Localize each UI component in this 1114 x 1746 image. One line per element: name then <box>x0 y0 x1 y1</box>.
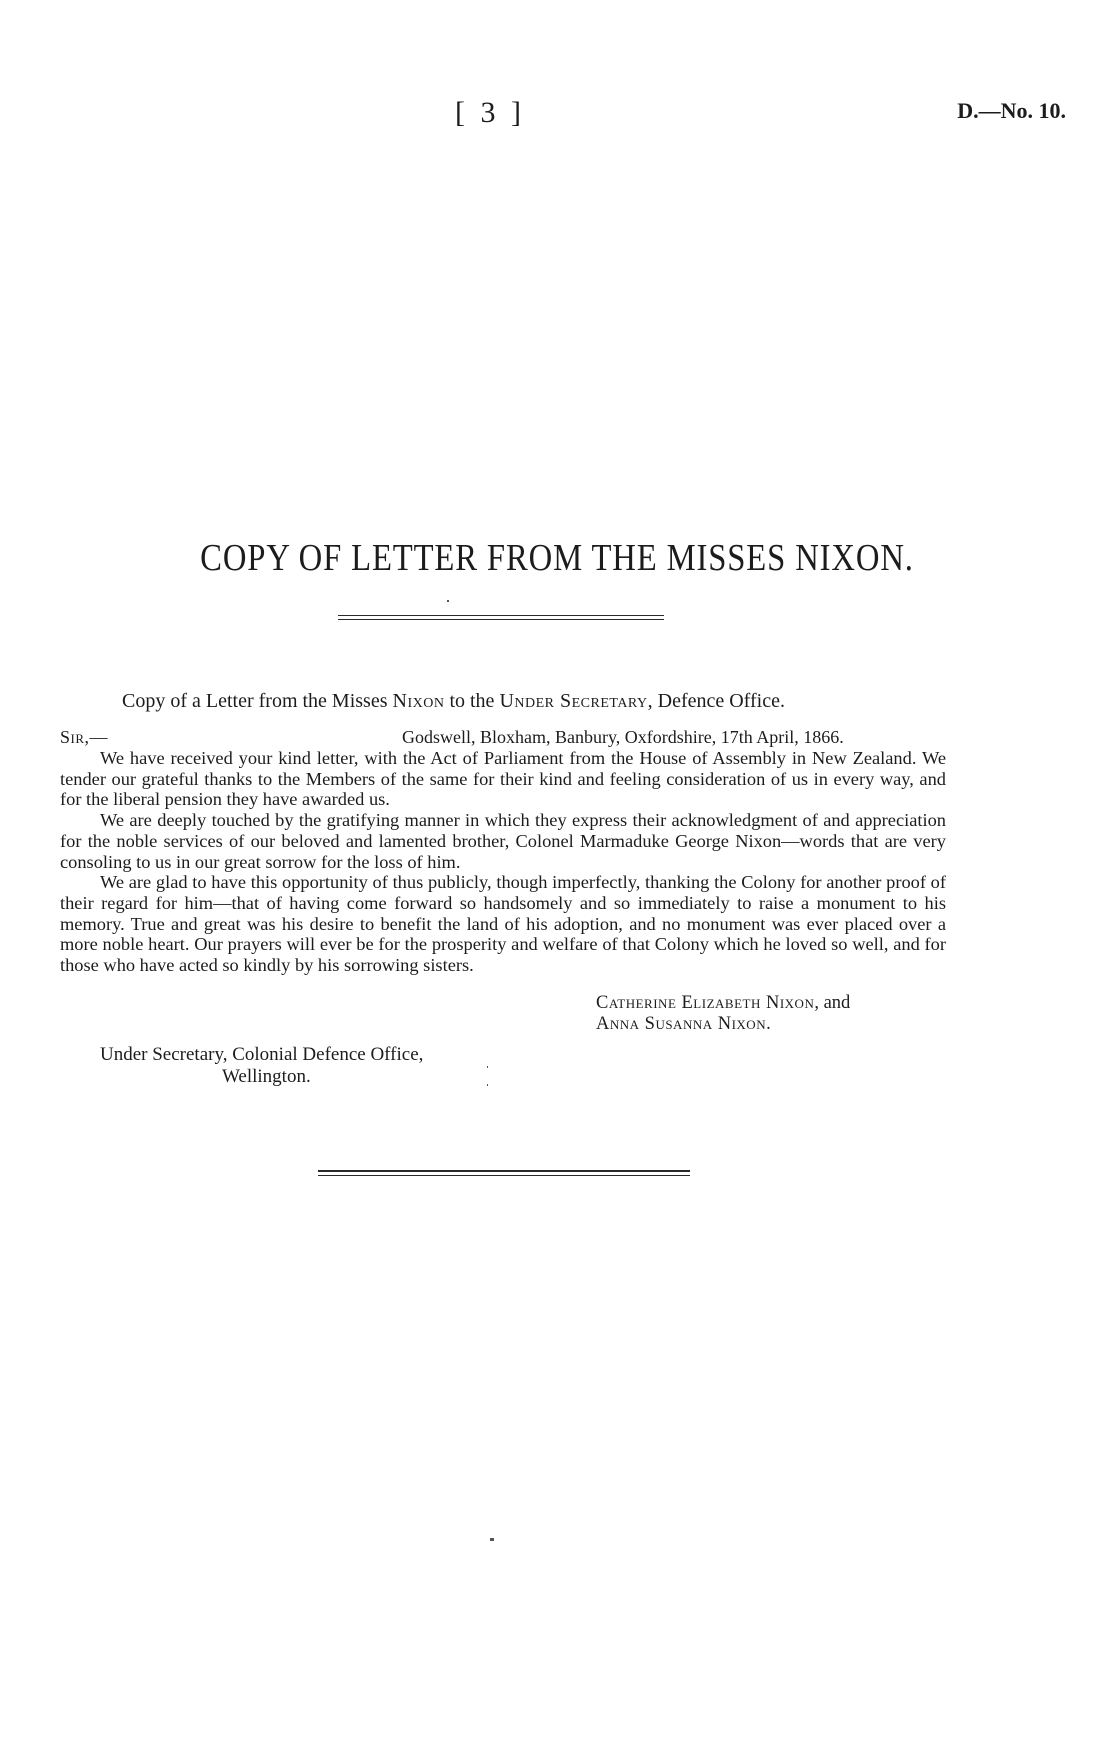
letter-body <box>60 748 946 976</box>
page-number: [ 3 ] <box>455 96 525 129</box>
signatory-name: Catherine Elizabeth Nixon <box>596 993 815 1013</box>
addressee-line: Under Secretary, Colonial Defence Office, <box>100 1044 424 1065</box>
heading-prefix: Copy of a Letter from the Misses <box>122 690 388 712</box>
signature-block <box>596 993 850 1035</box>
scan-speck <box>487 1084 488 1086</box>
heading-mid: to the <box>449 690 495 712</box>
letter-paragraph: We have received your kind letter, with the Act of Parliament from the House of Assembly in New Zealand. We tender our grateful thanks to the Members of the same for their kind and feeling consideration of us in every way, and for the liberal pension they have awarded us. <box>60 748 946 810</box>
salutation: Sir,— <box>60 727 109 747</box>
scan-speck <box>447 600 449 602</box>
heading-recipient: Under Secretary <box>499 690 648 712</box>
signatory-line-1 <box>596 993 850 1014</box>
heading-suffix: , Defence Office. <box>647 690 785 712</box>
addressee-block <box>100 1044 423 1088</box>
letter-paragraph: We are deeply touched by the gratifying manner in which they express their acknowledgment of and appreciation for the noble services of our beloved and lamented brother, Colonel Marmaduke George Nixon—words that are very consoling to us in our great sorrow for the loss of him. <box>60 810 946 872</box>
closing-rule-bottom <box>318 1175 690 1176</box>
addressee-city: Wellington. <box>222 1066 311 1087</box>
title-rule-bottom <box>338 619 664 620</box>
scan-speck <box>490 1538 494 1541</box>
sender-address: Godswell, Bloxham, Banbury, Oxfordshire, 17th April, 1866. <box>402 727 844 747</box>
signatory-line-2 <box>596 1014 850 1035</box>
signatory-end: . <box>766 1014 771 1034</box>
signatory-joiner: , and <box>814 993 851 1013</box>
title-rule-top <box>338 615 664 616</box>
letter-paragraph: We are glad to have this opportunity of thus publicly, though imperfectly, thanking the Colony for another proof of their regard for him—that of having come forward so handsomely and so immediately to raise a monument to his memory. True and great was his desire to benefit the land of his adoption, and no monument was ever placed over a more noble heart. Our prayers will ever be for the prosperity and welfare of that Colony which he loved so well, and for those who have acted so kindly by his sorrowing sisters. <box>60 872 946 976</box>
heading-name: Nixon <box>392 690 445 712</box>
scan-speck <box>487 1066 488 1068</box>
document-reference: D.—No. 10. <box>957 98 1066 123</box>
closing-rule-top <box>318 1170 690 1172</box>
signatory-name: Anna Susanna Nixon <box>596 1014 767 1034</box>
page-title: COPY OF LETTER FROM THE MISSES NIXON. <box>200 537 914 579</box>
letter-heading <box>122 690 785 713</box>
